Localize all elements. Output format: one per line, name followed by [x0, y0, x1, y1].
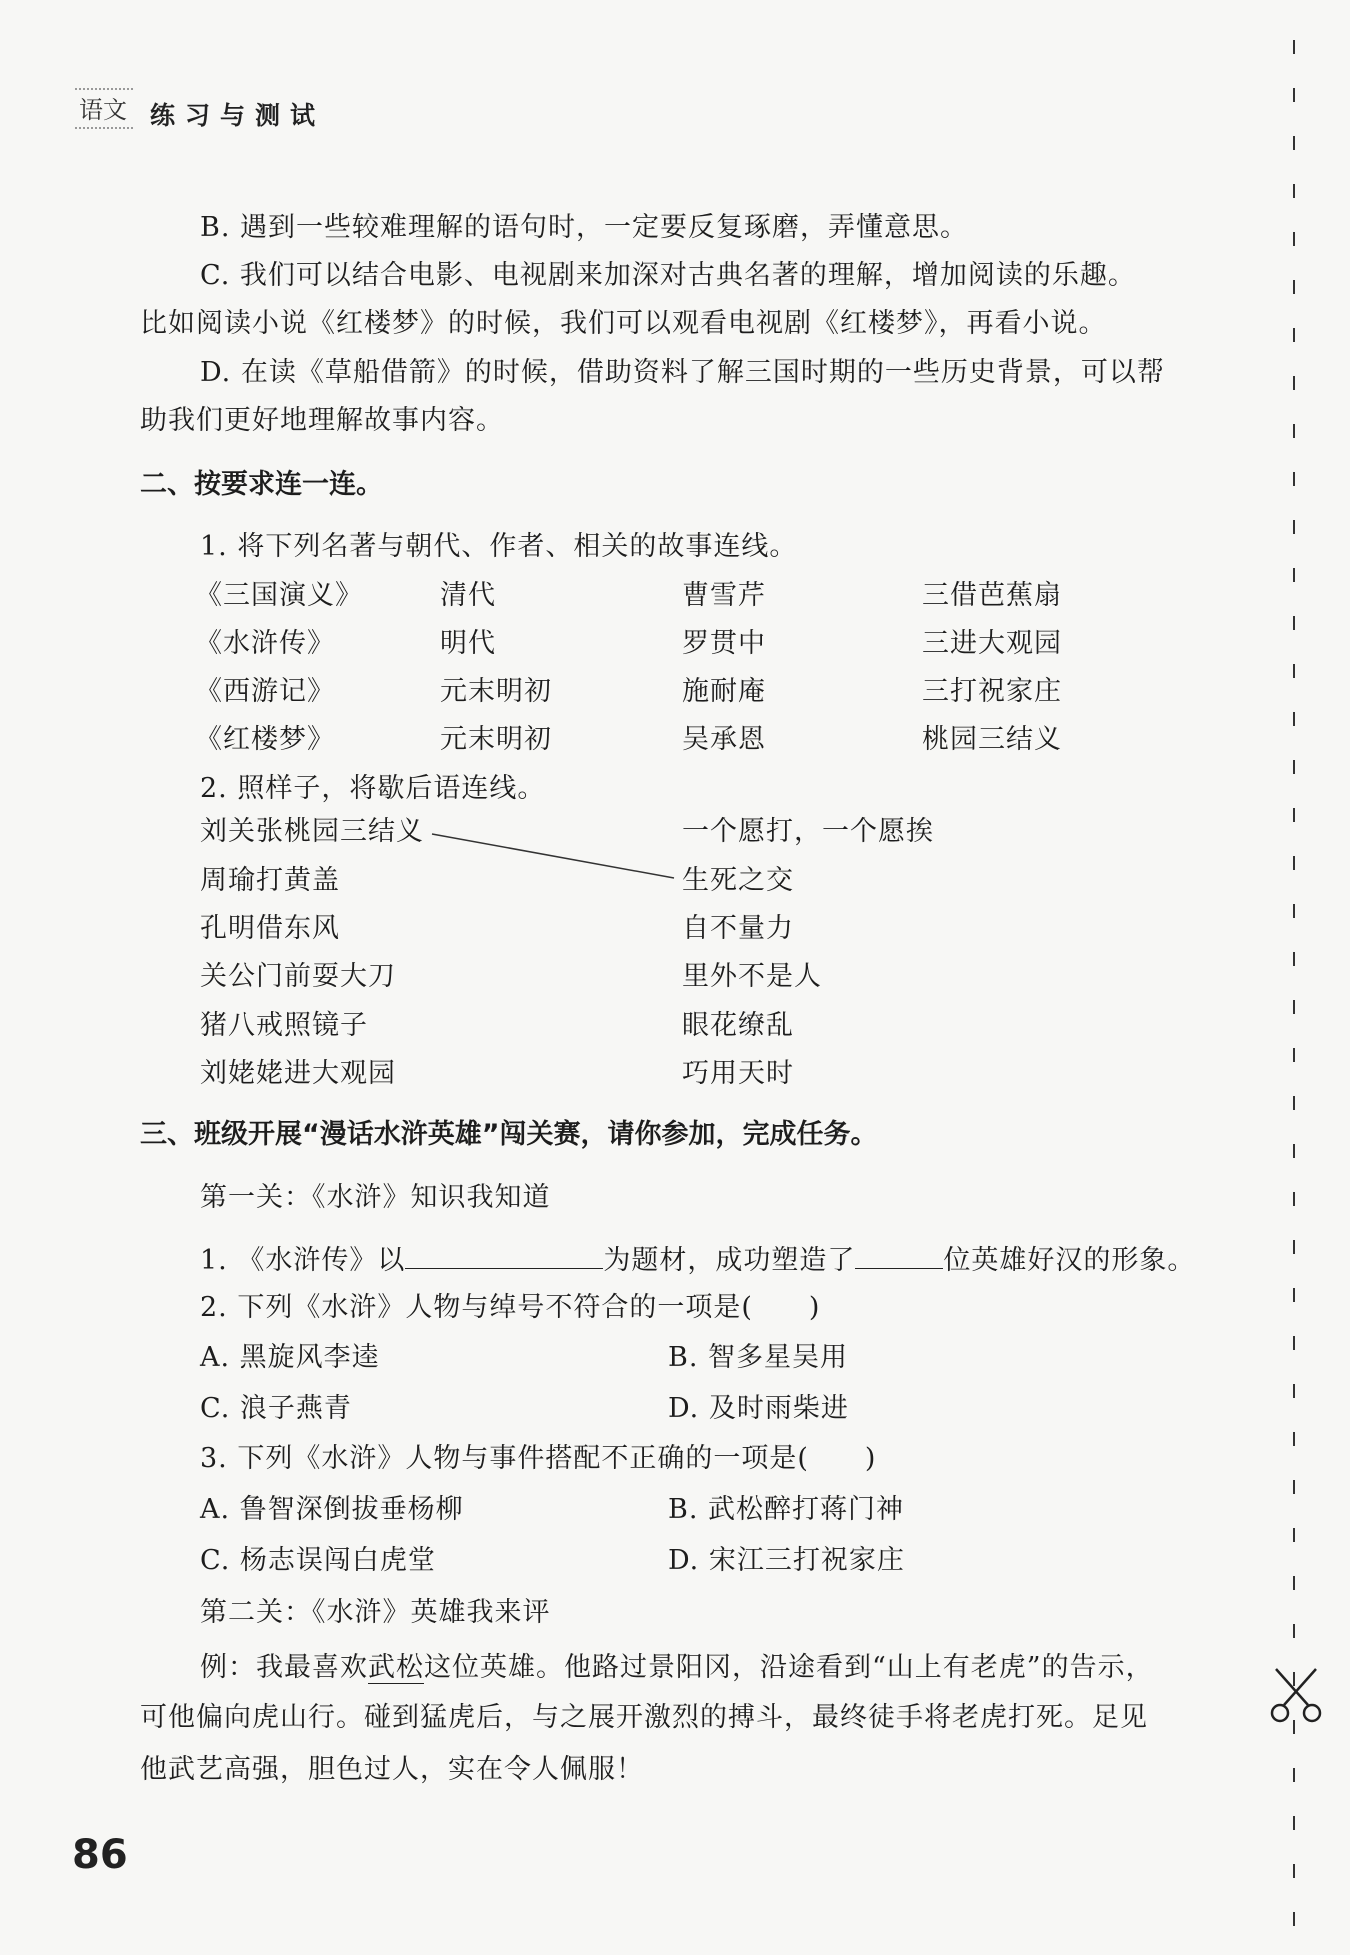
xiehouyu-left-item: 周瑜打黄盖	[200, 865, 340, 896]
q1-text-part3: 位英雄好汉的形象。	[943, 1245, 1196, 1276]
matching-cell: 清代	[440, 580, 496, 611]
level1-title: 第一关：《水浒》知识我知道	[200, 1182, 551, 1213]
section2-title: 二、按要求连一连。	[140, 469, 383, 500]
q3-option-d[interactable]: D. 宋江三打祝家庄	[668, 1545, 905, 1576]
matching-cell: 曹雪芹	[682, 580, 766, 611]
xiehouyu-right-item: 一个愿打，一个愿挨	[682, 816, 934, 847]
xiehouyu-right-item: 眼花缭乱	[682, 1010, 794, 1041]
q3-option-a[interactable]: A. 鲁智深倒拔垂杨柳	[200, 1494, 464, 1525]
example-prefix: 例：我最喜欢	[200, 1652, 368, 1683]
q3-option-c[interactable]: C. 杨志误闯白虎堂	[200, 1545, 436, 1576]
xiehouyu-left-item: 刘姥姥进大观园	[200, 1058, 396, 1089]
matching-cell: 吴承恩	[682, 724, 766, 755]
option-c-line2: 比如阅读小说《红楼梦》的时候，我们可以观看电视剧《红楼梦》，再看小说。	[140, 308, 1107, 339]
xiehouyu-right-item: 里外不是人	[682, 961, 822, 992]
q1-text-part1: 1. 《水浒传》以	[200, 1245, 406, 1276]
q3-option-b[interactable]: B. 武松醉打蒋门神	[668, 1494, 905, 1525]
section2-q1-prompt: 1. 将下列名著与朝代、作者、相关的故事连线。	[200, 531, 798, 562]
header-subject: 语文	[75, 88, 133, 129]
option-d-line1: D. 在读《草船借箭》的时候，借助资料了解三国时期的一些历史背景，可以帮	[200, 357, 1165, 388]
example-line2: 可他偏向虎山行。碰到猛虎后，与之展开激烈的搏斗，最终徒手将老虎打死。足见	[140, 1702, 1148, 1733]
cut-dashed-line	[1293, 40, 1295, 1940]
q2-option-d[interactable]: D. 及时雨柴进	[668, 1393, 849, 1424]
xiehouyu-left-item: 猪八戒照镜子	[200, 1010, 368, 1041]
example-connecting-line	[430, 830, 680, 882]
fill-blank-question	[200, 1242, 1195, 1277]
page-number: 86	[72, 1832, 128, 1878]
question-2: 2. 下列《水浒》人物与绰号不符合的一项是( )	[200, 1292, 821, 1323]
header-title: 练习与测试	[150, 101, 326, 130]
matching-cell: 《三国演义》	[195, 580, 363, 611]
q2-option-b[interactable]: B. 智多星吴用	[668, 1342, 849, 1373]
xiehouyu-left-item: 刘关张桃园三结义	[200, 816, 424, 847]
option-b: B. 遇到一些较难理解的语句时，一定要反复琢磨，弄懂意思。	[200, 212, 969, 243]
scissors-icon	[1268, 1665, 1324, 1727]
matching-cell: 《水浒传》	[195, 628, 335, 659]
matching-cell: 罗贯中	[682, 628, 766, 659]
section3-title: 三、班级开展“漫话水浒英雄”闯关赛，请你参加，完成任务。	[140, 1119, 878, 1150]
example-line1	[200, 1652, 1154, 1684]
matching-cell: 《红楼梦》	[195, 724, 335, 755]
example-suffix: 这位英雄。他路过景阳冈，沿途看到“山上有老虎”的告示，	[424, 1652, 1154, 1683]
example-line3: 他武艺高强，胆色过人，实在令人佩服！	[140, 1754, 644, 1785]
q2-option-c[interactable]: C. 浪子燕青	[200, 1393, 352, 1424]
xiehouyu-left-item: 孔明借东风	[200, 913, 340, 944]
xiehouyu-right-item: 巧用天时	[682, 1058, 794, 1089]
matching-cell: 元末明初	[440, 724, 552, 755]
xiehouyu-left-item: 关公门前耍大刀	[200, 961, 396, 992]
matching-cell: 三打祝家庄	[922, 676, 1062, 707]
example-hero-name: 武松	[368, 1652, 424, 1683]
xiehouyu-right-item: 自不量力	[682, 913, 794, 944]
matching-cell: 施耐庵	[682, 676, 766, 707]
matching-cell: 明代	[440, 628, 496, 659]
q2-option-a[interactable]: A. 黑旋风李逵	[200, 1342, 380, 1373]
section2-q2-prompt: 2. 照样子，将歇后语连线。	[200, 773, 546, 804]
question-3: 3. 下列《水浒》人物与事件搭配不正确的一项是( )	[200, 1443, 877, 1474]
matching-cell: 三进大观园	[922, 628, 1062, 659]
xiehouyu-right-item: 生死之交	[682, 865, 794, 896]
matching-cell: 三借芭蕉扇	[922, 580, 1062, 611]
answer-blank-theme[interactable]	[405, 1242, 603, 1269]
matching-cell: 桃园三结义	[922, 724, 1062, 755]
level2-title: 第二关：《水浒》英雄我来评	[200, 1597, 551, 1628]
answer-blank-count[interactable]	[855, 1242, 943, 1269]
matching-cell: 元末明初	[440, 676, 552, 707]
matching-cell: 《西游记》	[195, 676, 335, 707]
option-d-line2: 助我们更好地理解故事内容。	[140, 405, 504, 436]
option-c-line1: C. 我们可以结合电影、电视剧来加深对古典名著的理解，增加阅读的乐趣。	[200, 260, 1136, 291]
q1-text-part2: 为题材，成功塑造了	[603, 1245, 856, 1276]
